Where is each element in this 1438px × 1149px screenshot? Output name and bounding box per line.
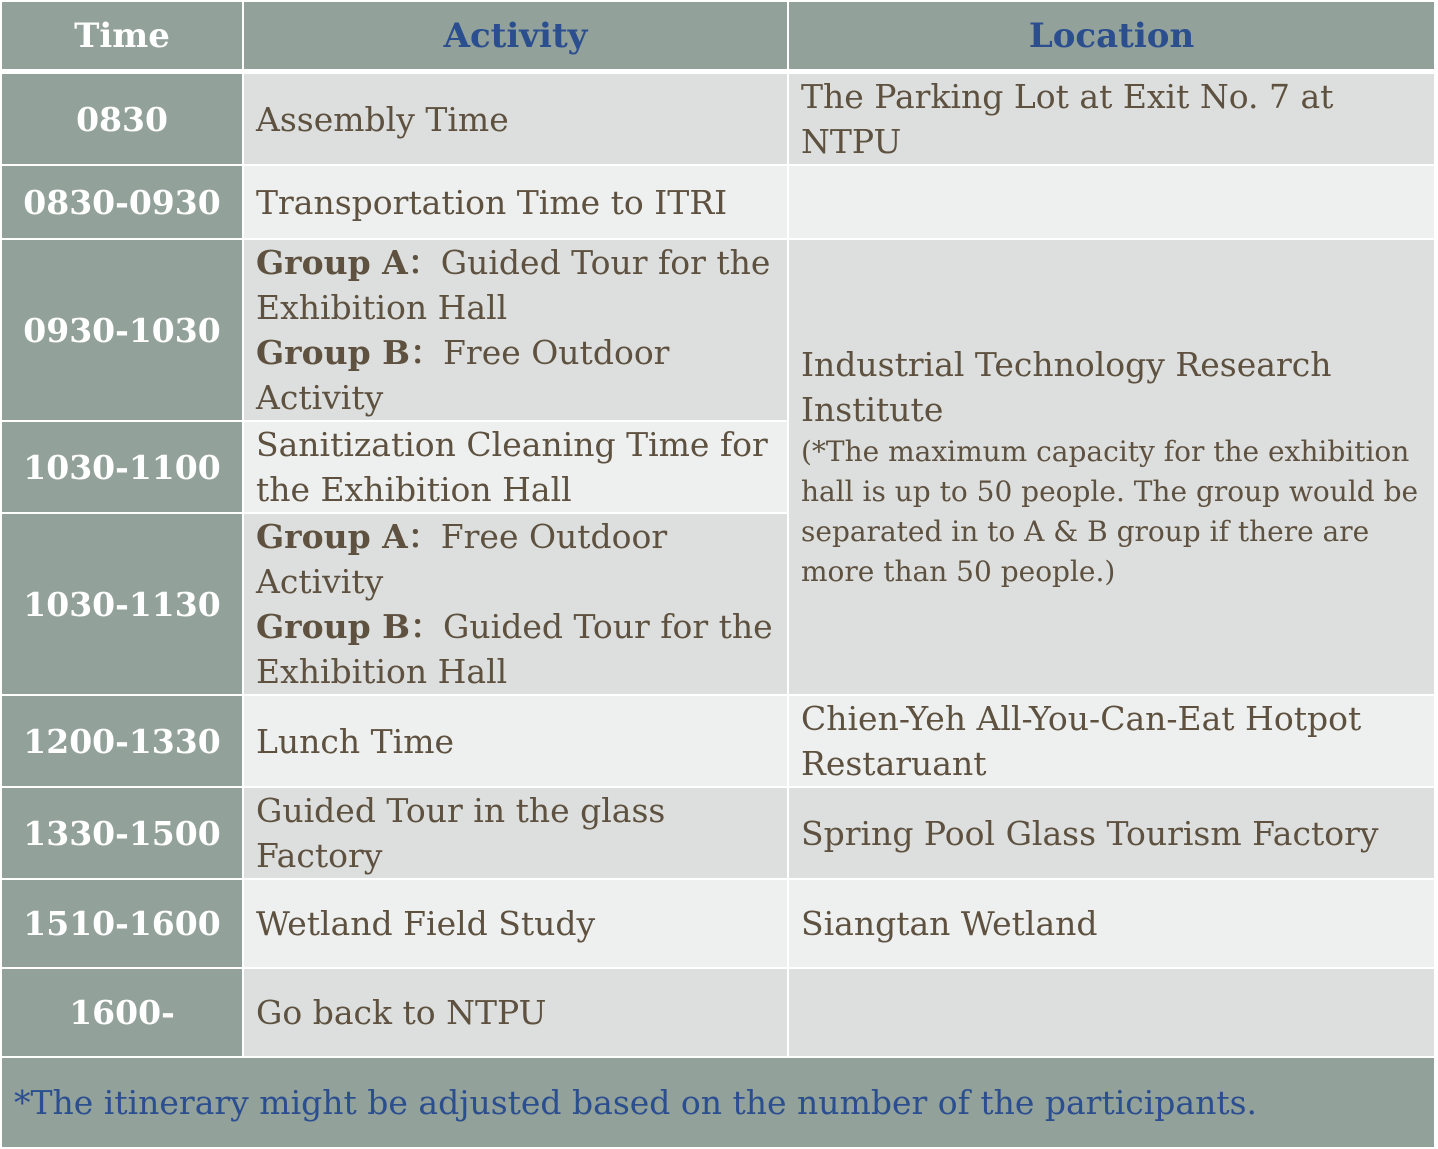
time-cell: 1510-1600: [0, 880, 244, 969]
activity-cell: Transportation Time to ITRI: [244, 166, 789, 240]
group-a-activity: Guided Tour for the Exhibition Hall: [256, 243, 771, 327]
time-cell: 0930-1030: [0, 240, 244, 422]
group-b-label: Group B：: [256, 607, 444, 646]
activity-cell: Guided Tour in the glass Factory: [244, 788, 789, 880]
activity-cell: Lunch Time: [244, 696, 789, 788]
group-a-label: Group A：: [256, 243, 441, 282]
time-cell: 0830: [0, 74, 244, 166]
location-cell: The Parking Lot at Exit No. 7 at NTPU: [789, 74, 1436, 166]
time-cell: 1330-1500: [0, 788, 244, 880]
header-activity: Activity: [244, 0, 789, 74]
table-row: [0, 788, 1436, 880]
time-cell: 1200-1330: [0, 696, 244, 788]
activity-cell: [244, 514, 789, 696]
activity-cell: Assembly Time: [244, 74, 789, 166]
time-cell: 0830-0930: [0, 166, 244, 240]
activity-cell: Go back to NTPU: [244, 969, 789, 1058]
activity-cell: Sanitization Cleaning Time for the Exhibition Hall: [244, 422, 789, 514]
table-row: [0, 240, 1436, 422]
table-row: [0, 696, 1436, 788]
table-row: [0, 74, 1436, 166]
header-time: Time: [0, 0, 244, 74]
itri-location-cell: [789, 240, 1436, 696]
table-row: [0, 166, 1436, 240]
footer-row: [0, 1058, 1436, 1149]
group-b-activity: Guided Tour for the Exhibition Hall: [256, 607, 773, 691]
header-row: [0, 0, 1436, 74]
location-cell: Spring Pool Glass Tourism Factory: [789, 788, 1436, 880]
itri-name: Industrial Technology Research Institute: [801, 345, 1332, 429]
table-row: [0, 969, 1436, 1058]
group-a-activity: Free Outdoor Activity: [256, 517, 668, 601]
time-cell: 1030-1100: [0, 422, 244, 514]
group-a-label: Group A：: [256, 517, 441, 556]
location-cell: Siangtan Wetland: [789, 880, 1436, 969]
table-row: [0, 880, 1436, 969]
activity-cell: Wetland Field Study: [244, 880, 789, 969]
time-cell: 1030-1130: [0, 514, 244, 696]
header-location: Location: [789, 0, 1436, 74]
time-cell: 1600-: [0, 969, 244, 1058]
activity-cell: [244, 240, 789, 422]
location-cell: [789, 969, 1436, 1058]
location-cell: Chien-Yeh All-You-Can-Eat Hotpot Restaruant: [789, 696, 1436, 788]
capacity-note: (*The maximum capacity for the exhibition hall is up to 50 people. The group would be separated in to A & B group if there are more than 50 people.): [801, 435, 1419, 588]
location-cell: [789, 166, 1436, 240]
group-b-label: Group B：: [256, 333, 444, 372]
group-b-activity: Free Outdoor Activity: [256, 333, 670, 417]
itinerary-footnote: *The itinerary might be adjusted based on the number of the participants.: [0, 1058, 1436, 1149]
